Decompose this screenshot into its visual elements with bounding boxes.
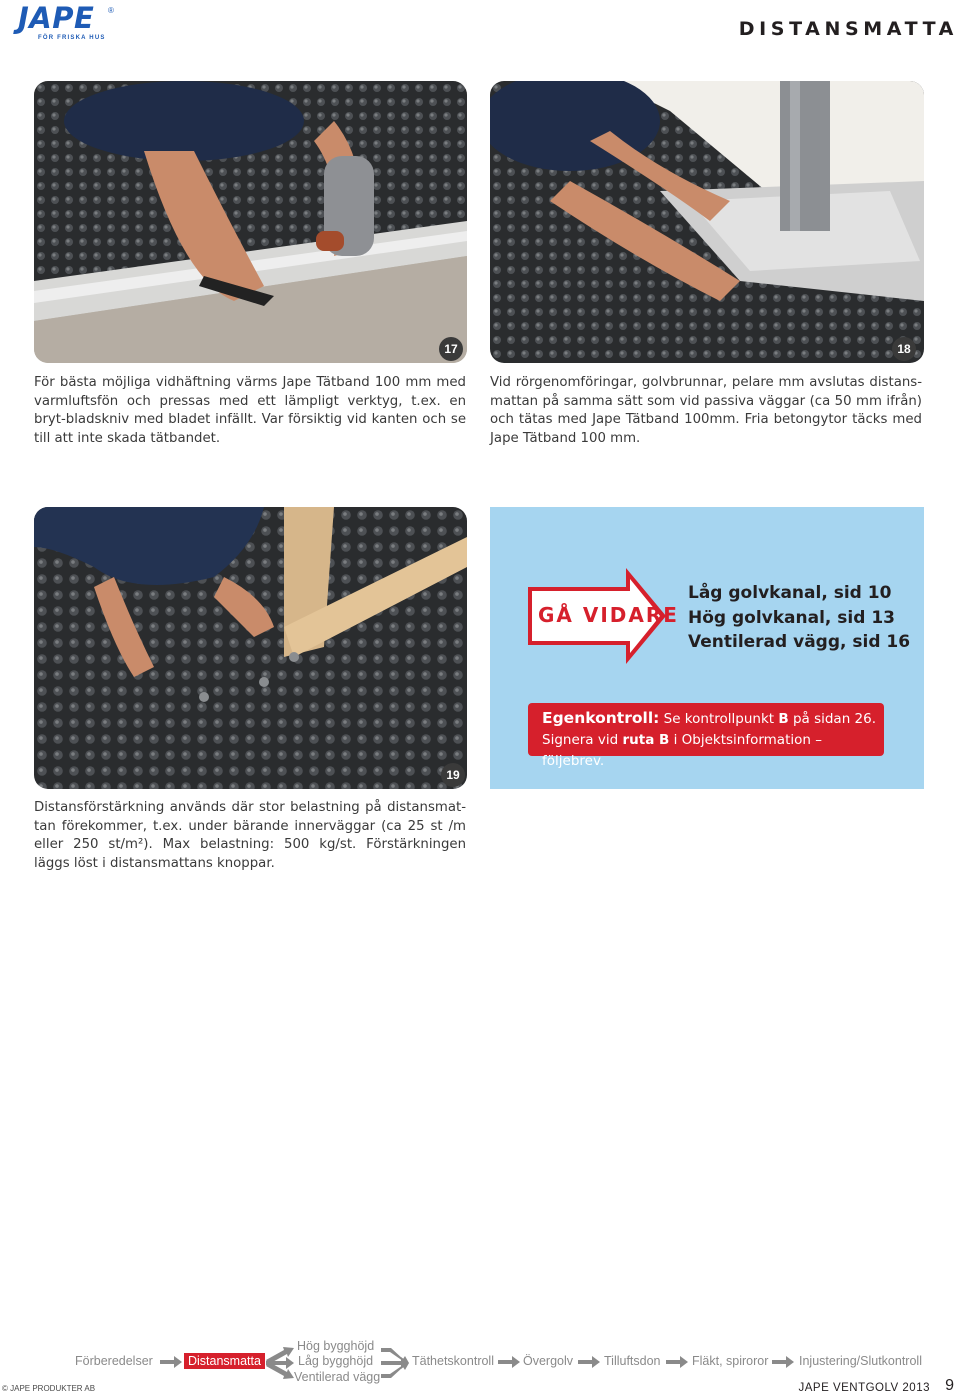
egenkontroll-text: Signera vid	[542, 732, 623, 748]
photo-number-badge: 18	[892, 337, 916, 361]
egenkontroll-text: i Objektsinformation – följebrev.	[542, 732, 822, 769]
photo-number-badge: 19	[441, 763, 465, 787]
nav-distansmatta-current[interactable]: Distansmatta	[184, 1353, 265, 1369]
nav-tathetskontroll[interactable]: Täthetskontroll	[412, 1354, 494, 1368]
nav-flakt-spiroror[interactable]: Fläkt, spiroror	[692, 1354, 769, 1368]
caption-18: Vid rörgenomföringar, golvbrunnar, pelare mm avslutas distans-mattan på samma sätt som vid passiva väggar (ca 50 mm ifrån) och tätas med Jape Tätband 100mm. Fria betongytor täcks med Jape Tätband 100 mm.	[490, 375, 922, 446]
link-lag-golvkanal[interactable]: Låg golvkanal, sid 10	[688, 583, 892, 603]
nav-arrow-icon	[666, 1356, 688, 1368]
link-hog-golvkanal[interactable]: Hög golvkanal, sid 13	[688, 607, 895, 628]
photo-17-image	[34, 81, 467, 363]
egenkontroll-text: Se kontrollpunkt	[659, 711, 779, 727]
caption-19: Distansförstärkning används där stor belastning på distansmat-tan förekommer, t.ex. under bärande innerväggar (ca 25 st /m eller 250 st/m²). Max belastning: 500 kg/st. Förstärkningen läggs löst i distansmattans knoppar.	[34, 800, 466, 871]
copyright-text: © JAPE PRODUKTER AB	[2, 1384, 96, 1393]
nav-arrow-icon	[772, 1356, 794, 1368]
egenkontroll-ruta: ruta B	[622, 732, 670, 748]
link-ventilerad-vagg[interactable]: Ventilerad vägg, sid 16	[688, 632, 911, 652]
nav-arrow-icon	[160, 1356, 182, 1368]
photo-18-image	[490, 81, 924, 363]
nav-arrow-icon	[498, 1356, 520, 1368]
nav-overgolv[interactable]: Övergolv	[523, 1354, 574, 1368]
nav-ventilerad-vagg[interactable]: Ventilerad vägg	[294, 1370, 381, 1384]
caption-17: För bästa möjliga vidhäftning värms Jape Tätband 100 mm med varmluftsfön och pressas med ett lämpligt verktyg, t.ex. en bryt-bladskniv med bladet infällt. Var försiktig vid kanten och se till att inte skada tätbandet.	[34, 375, 466, 446]
egenkontroll-text: på sidan 26.	[788, 711, 877, 727]
logo-wordmark: JAPE	[18, 1, 95, 35]
page-number: 9	[945, 1377, 954, 1394]
egenkontroll-point: B	[778, 711, 789, 727]
footer-document-title: JAPE VENTGOLV 2013	[798, 1382, 930, 1394]
logo-registered-mark: ®	[108, 6, 114, 15]
photo-18	[490, 81, 924, 363]
nav-branch-arrows-icon	[266, 1344, 294, 1382]
ga-vidare-links	[688, 581, 910, 655]
ga-vidare-label: GÅ VIDARE	[538, 603, 679, 627]
nav-arrow-icon	[578, 1356, 600, 1368]
logo-tagline: FÖR FRISKA HUS	[38, 35, 106, 41]
nav-merge-arrows-icon	[381, 1344, 409, 1382]
nav-forberedelser[interactable]: Förberedelser	[75, 1354, 153, 1368]
nav-injustering-slutkontroll[interactable]: Injustering/Slutkontroll	[799, 1354, 922, 1368]
photo-19-image	[34, 507, 467, 789]
photo-number-badge: 17	[439, 337, 463, 361]
nav-lag-bygghojd[interactable]: Låg bygghöjd	[298, 1354, 374, 1368]
photo-17	[34, 81, 467, 363]
photo-19	[34, 507, 467, 789]
page-title: DISTANSMATTA	[738, 18, 958, 40]
egenkontroll-box	[528, 703, 884, 769]
egenkontroll-heading: Egenkontroll:	[542, 709, 660, 727]
nav-tilluftsdon[interactable]: Tilluftsdon	[604, 1354, 661, 1368]
jape-logo	[16, 1, 116, 42]
nav-hog-bygghojd[interactable]: Hög bygghöjd	[297, 1339, 375, 1353]
